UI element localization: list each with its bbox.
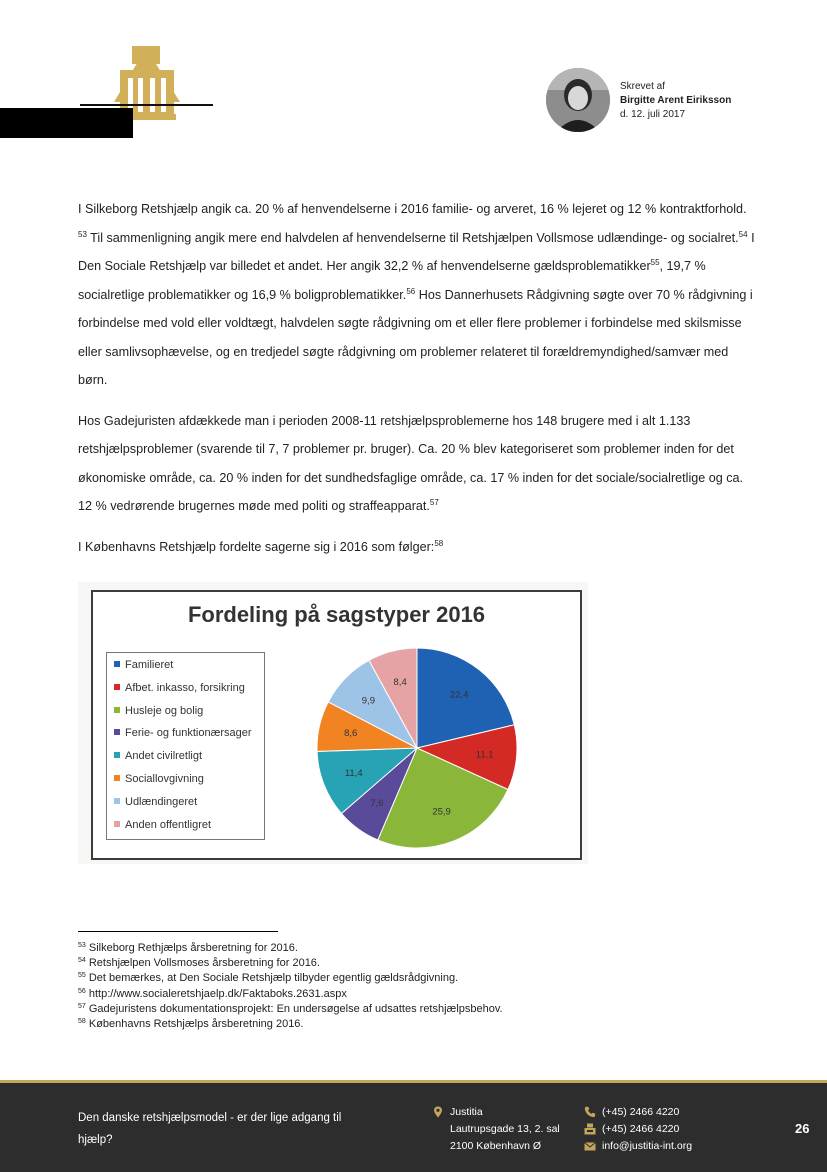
paragraph-2-text: Hos Gadejuristen afdækkede man i perioden 2008-11 retshjælpsproblemerne hos 148 brugere med i alt 1.133 retshjælpsproblemer (svarende til 7, 7 problemer pr. bruger). Ca. 20 % blev kategoriseret som problemer inden for det økonomiske område, ca. 20 % inden for det sundhedsfaglige område, ca. 17 % inden for det sociale/socialretlige og ca. 12 % vedrørende brugernes møde med politi og straffeapparat. xyxy=(78,413,744,513)
footer-city: 2100 København Ø xyxy=(450,1140,542,1152)
legend-label: Andet civilretligt xyxy=(125,750,203,763)
footnote-number: 53 xyxy=(78,942,86,949)
footnote-ref-57[interactable]: 57 xyxy=(429,497,439,507)
footer-city-row xyxy=(432,1138,560,1155)
footnote-number: 55 xyxy=(78,972,86,980)
location-pin-icon xyxy=(432,1106,444,1118)
author-avatar xyxy=(546,68,610,132)
footnote-text: http://www.socialeretshjaelp.dk/Faktaboks.2631.aspx xyxy=(85,987,347,1000)
pie-chart-figure xyxy=(78,582,588,864)
footnote-text: Retshjælpen Vollsmoses årsberetning for 2016. xyxy=(85,957,320,970)
legend-swatch xyxy=(114,752,120,758)
footnote xyxy=(78,941,503,956)
footer-street: Lautrupsgade 13, 2. sal xyxy=(450,1123,560,1135)
footnote-ref-53[interactable]: 53 xyxy=(78,229,87,239)
footnote-ref-56[interactable]: 56 xyxy=(406,286,416,296)
pie-data-label: 25,9 xyxy=(432,806,451,818)
pie-data-label: 11,1 xyxy=(475,749,494,761)
author-info xyxy=(620,80,731,122)
footer-title: Den danske retshjælpsmodel - er der lige adgang til hjælp? xyxy=(78,1112,342,1146)
paragraph-3 xyxy=(78,533,758,562)
footnote-number: 56 xyxy=(78,987,86,995)
legend-label: Ferie- og funktionærsager xyxy=(125,727,252,740)
footnote-text: Det bemærkes, at Den Sociale Retshjælp tilbyder egentlig gældsrådgivning. xyxy=(85,972,459,985)
footnote-text: Silkeborg Rethjælps årsberetning for 2016. xyxy=(85,942,298,954)
footnote-number: 58 xyxy=(78,1018,86,1026)
legend-item xyxy=(114,796,197,808)
footer-org: Justitia xyxy=(450,1106,483,1118)
author-name: Birgitte Arent Eiriksson xyxy=(620,95,732,106)
legend-label: Anden offentligret xyxy=(125,818,212,831)
footer-fax: (+45) 2466 4220 xyxy=(602,1123,680,1135)
pie-data-label: 22,4 xyxy=(449,689,469,701)
chart-legend xyxy=(106,652,265,840)
legend-swatch xyxy=(114,684,120,690)
footnotes xyxy=(78,941,503,1032)
footer-org-row xyxy=(432,1104,560,1121)
paragraph-2 xyxy=(78,407,758,521)
footnote xyxy=(78,1002,503,1017)
footnote-ref-55[interactable]: 55 xyxy=(650,257,660,267)
legend-item xyxy=(114,819,211,831)
footer-phone-row[interactable] xyxy=(584,1104,692,1121)
author-label: Skrevet af xyxy=(620,81,666,92)
footnote xyxy=(78,971,503,986)
legend-item xyxy=(114,682,245,694)
paragraph-1-text-c: I Den Sociale Retshjælp var billedet et andet. Her angik 32,2 % af henvendelserne gældsproblematikker xyxy=(78,230,755,273)
legend-swatch xyxy=(114,798,120,804)
footnote-ref-58[interactable]: 58 xyxy=(434,538,444,548)
footnote-divider xyxy=(78,931,278,932)
legend-label: Udlændingeret xyxy=(125,795,198,808)
pie-chart xyxy=(313,644,521,852)
email-icon xyxy=(584,1140,596,1152)
footnote-text: Københavns Retshjælps årsberetning 2016. xyxy=(85,1018,304,1031)
paragraph-1-text-b: Til sammenligning angik mere end halvdelen af henvendelserne til Retshjælpen Vollsmose udlændinge- og socialret. xyxy=(86,230,739,245)
article-body xyxy=(78,195,758,573)
footer-phone: (+45) 2466 4220 xyxy=(602,1106,680,1118)
pie-data-label: 9,9 xyxy=(361,695,375,707)
pie-data-label: 7,6 xyxy=(370,797,384,809)
footnote xyxy=(78,956,503,971)
legend-swatch xyxy=(114,707,120,713)
legend-swatch xyxy=(114,729,120,735)
person-photo-icon xyxy=(546,68,610,132)
paragraph-1 xyxy=(78,195,758,395)
pie-data-label: 11,4 xyxy=(344,767,363,779)
author-date: d. 12. juli 2017 xyxy=(620,109,686,120)
footer-fax-row xyxy=(584,1121,692,1138)
footnote-number: 57 xyxy=(78,1002,86,1010)
paragraph-1-text: I Silkeborg Retshjælp angik ca. 20 % af henvendelserne i 2016 familie- og arveret, 16 % lejeret og 12 % kontraktforhold. xyxy=(78,202,747,216)
legend-label: Husleje og bolig xyxy=(125,704,204,717)
paragraph-1-text-d: , 19,7 % socialretlige problematikker og 16,9 % boligproblematikker. xyxy=(78,259,706,302)
legend-item xyxy=(114,705,203,717)
fax-icon xyxy=(584,1123,596,1135)
footnote xyxy=(78,987,503,1002)
footer-street-row xyxy=(432,1121,560,1138)
page-footer xyxy=(0,1080,827,1172)
pie-data-label: 8,6 xyxy=(344,728,358,740)
legend-label: Familieret xyxy=(125,659,174,671)
footer-email: info@justitia-int.org xyxy=(602,1140,693,1152)
footnote-ref-54[interactable]: 54 xyxy=(738,229,748,239)
legend-item xyxy=(114,773,204,785)
legend-swatch xyxy=(114,661,120,667)
logo-redaction-bar xyxy=(0,108,133,138)
paragraph-3-text: I Københavns Retshjælp fordelte sagerne sig i 2016 som følger: xyxy=(78,539,435,554)
footnote-text: Gadejuristens dokumentationsprojekt: En undersøgelse af udsattes retshjælpsbehov. xyxy=(85,1002,503,1015)
phone-icon xyxy=(584,1106,596,1118)
footer-address xyxy=(432,1104,560,1155)
legend-label: Sociallovgivning xyxy=(125,773,204,785)
page-number: 26 xyxy=(795,1121,810,1136)
legend-swatch xyxy=(114,821,120,827)
legend-item xyxy=(114,659,173,671)
chart-frame xyxy=(91,590,582,860)
legend-swatch xyxy=(114,775,120,781)
legend-label: Afbet. inkasso, forsikring xyxy=(125,681,245,694)
footnote-number: 54 xyxy=(78,957,86,965)
paragraph-1-text-e: Hos Dannerhusets Rådgivning søgte over 70 % rådgivning i forbindelse med vold eller voldtægt, halvdelen søgte rådgivning om et eller flere problemer i forbindelse med skilsmisse eller samlivsophævelse, og en tredjedel søgte rådgivning om problemer relateret til forældremyndighed/samvær med børn. xyxy=(78,287,753,387)
legend-item xyxy=(114,727,252,739)
footer-contact xyxy=(584,1104,692,1155)
chart-title: Fordeling på sagstyper 2016 xyxy=(187,602,486,627)
pie-data-label: 8,4 xyxy=(393,677,407,689)
footnote xyxy=(78,1017,503,1032)
footer-email-row[interactable] xyxy=(584,1138,692,1155)
legend-item xyxy=(114,750,202,762)
